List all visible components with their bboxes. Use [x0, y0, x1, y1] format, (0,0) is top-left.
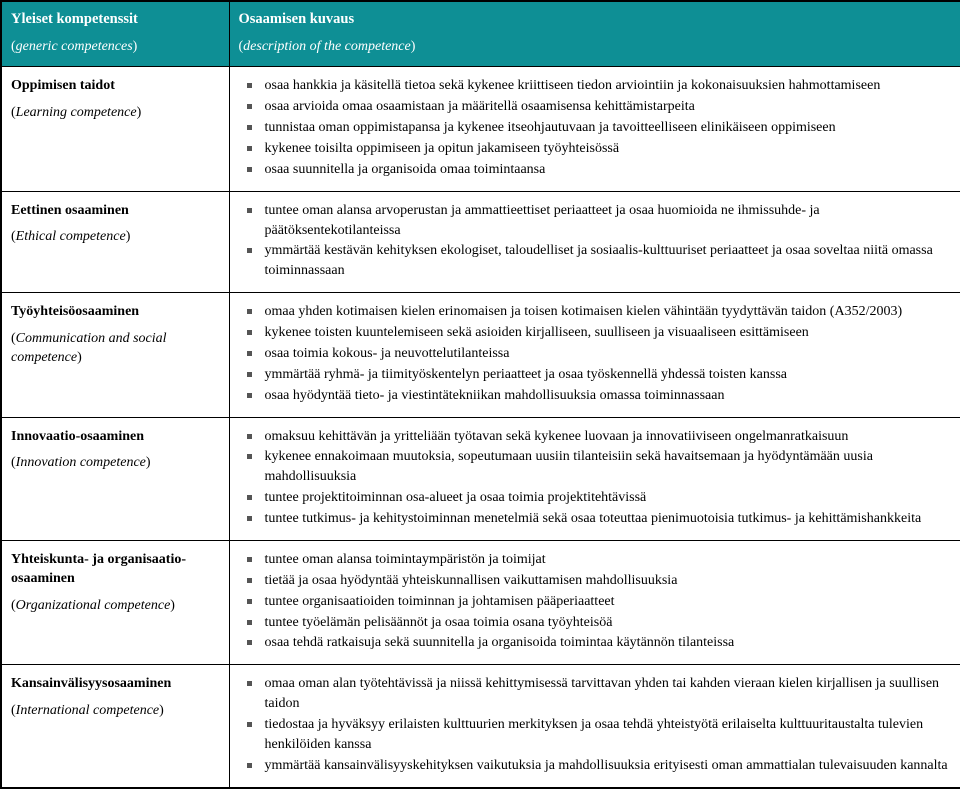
paren-close: )	[410, 39, 416, 55]
competence-description-cell	[229, 191, 960, 293]
competence-description-cell	[229, 293, 960, 417]
list-item: ymmärtää kansainvälisyyskehityksen vaikutuksia ja mahdollisuuksia erityisesti oman ammattialan tulevaisuuden kannalta	[239, 756, 952, 776]
competence-name-cell	[1, 540, 229, 664]
list-item: omaa oman alan työtehtävissä ja niissä kehittymisessä tarvittavan yhden tai kahden vieraan kielen kirjallisen ja suullisen taidon	[239, 674, 952, 714]
list-item: tiedostaa ja hyväksyy erilaisten kulttuurien merkityksen ja osaa tehdä yhteistyötä erilaiselta kulttuuritaustalta tulevien henkilöiden kanssa	[239, 715, 952, 755]
description-list	[239, 201, 952, 282]
table-row	[1, 293, 960, 417]
competence-name-en	[11, 701, 220, 720]
paren-open: (	[11, 330, 16, 346]
header-subtitle-description	[239, 37, 952, 57]
paren-open: (	[11, 229, 16, 244]
competence-name-en-italic: Communication and social competence	[11, 330, 167, 365]
competence-name-en	[11, 103, 220, 122]
table-row	[1, 191, 960, 293]
header-cell-competences	[1, 1, 229, 67]
paren-close: )	[132, 39, 138, 55]
paren-close: )	[159, 702, 164, 718]
competence-name-cell	[1, 67, 229, 191]
competence-name-en	[11, 453, 220, 472]
paren-open: (	[11, 39, 16, 55]
description-list	[239, 550, 952, 653]
list-item: ymmärtää ryhmä- ja tiimityöskentelyn periaatteet ja osaa työskennellä yhdessä toisten kanssa	[239, 365, 952, 385]
header-title-competences: Yleiset kompetenssit	[11, 11, 138, 27]
list-item: osaa toimia kokous- ja neuvottelutilanteissa	[239, 344, 952, 364]
description-list	[239, 427, 952, 529]
header-title-description: Osaamisen kuvaus	[238, 11, 355, 27]
description-list	[239, 76, 952, 179]
header-subtitle-competences	[11, 37, 220, 57]
paren-open: (	[11, 597, 16, 613]
table-header-row	[1, 1, 960, 67]
description-list	[239, 302, 952, 405]
list-item: kykenee toisilta oppimiseen ja opitun jakamiseen työyhteisössä	[239, 139, 952, 159]
list-item: kykenee toisten kuuntelemiseen sekä asioiden kirjalliseen, suulliseen ja visuaaliseen esittämiseen	[239, 323, 952, 343]
table-body	[1, 67, 960, 788]
competence-name-en-italic: Ethical competence	[15, 229, 126, 244]
list-item: osaa hyödyntää tieto- ja viestintätekniikan mahdollisuuksia omassa toiminnassaan	[239, 386, 952, 406]
competence-name-fi: Kansainvälisyysosaaminen	[11, 676, 172, 692]
list-item: tuntee organisaatioiden toiminnan ja johtamisen pääperiaatteet	[239, 592, 952, 612]
header-cell-description	[229, 1, 960, 67]
list-item: tuntee oman alansa arvoperustan ja ammattieettiset periaatteet ja osaa huomioida ne ihmissuhde- ja päätöksentekotilanteissa	[239, 201, 952, 241]
list-item: omaa yhden kotimaisen kielen erinomaisen ja toisen kotimaisen kielen vähintään tyydyttävän taidon (A352/2003)	[239, 302, 952, 322]
competence-name-fi: Työyhteisöosaaminen	[11, 304, 140, 320]
competence-name-en	[11, 329, 220, 368]
competence-name-fi: Innovaatio-osaaminen	[11, 428, 145, 444]
competence-name-en-italic: Innovation competence	[15, 454, 146, 470]
list-item: omaksuu kehittävän ja yritteliään työtavan sekä kykenee luovaan ja innovatiiviseen ongelmanratkaisuun	[239, 427, 952, 447]
list-item: tuntee oman alansa toimintaympäristön ja toimijat	[239, 550, 952, 570]
competence-name-cell	[1, 191, 229, 293]
list-item: tuntee työelämän pelisäännöt ja osaa toimia osana työyhteisöä	[239, 613, 952, 633]
paren-open: (	[11, 104, 16, 120]
table-row	[1, 417, 960, 540]
list-item: tuntee tutkimus- ja kehitystoiminnan menetelmiä sekä osaa toteuttaa pienimuotoisia tutkimus- ja kehittämishankkeita	[239, 509, 952, 529]
list-item: osaa tehdä ratkaisuja sekä suunnitella ja organisoida toimintaa käytännön tilanteissa	[239, 633, 952, 653]
header-subtitle-description-italic: description of the competence	[243, 39, 411, 55]
competence-name-fi: Eettinen osaaminen	[11, 202, 129, 218]
list-item: tunnistaa oman oppimistapansa ja kykenee itseohjautuvaan ja tavoitteelliseen elinikäiseen oppimiseen	[239, 118, 952, 138]
paren-open: (	[11, 454, 16, 470]
table-row	[1, 665, 960, 788]
competence-name-en-italic: Organizational competence	[15, 597, 171, 613]
list-item: osaa suunnitella ja organisoida omaa toimintaansa	[239, 160, 952, 180]
paren-close: )	[145, 454, 151, 470]
paren-close: )	[170, 597, 175, 613]
description-list	[239, 674, 952, 775]
table-header	[1, 1, 960, 67]
list-item: osaa hankkia ja käsitellä tietoa sekä kykenee kriittiseen tiedon arviointiin ja kokonaisuuksien hahmottamiseen	[239, 76, 952, 96]
table-row	[1, 67, 960, 191]
competence-name-fi: Yhteiskunta- ja organisaatio-osaaminen	[11, 551, 187, 587]
paren-open: (	[11, 702, 16, 718]
table-row	[1, 540, 960, 664]
paren-close: )	[125, 229, 131, 244]
competence-description-cell	[229, 665, 960, 788]
paren-close: )	[77, 349, 82, 365]
header-subtitle-competences-italic: generic competences	[15, 39, 133, 55]
paren-close: )	[136, 104, 142, 120]
paren-open: (	[238, 39, 244, 55]
list-item: ymmärtää kestävän kehityksen ekologiset, taloudelliset ja sosiaalis-kulttuuriset periaatteet ja osaa soveltaa niitä omassa toiminnassaan	[239, 241, 952, 281]
competence-description-cell	[229, 417, 960, 540]
competence-description-cell	[229, 540, 960, 664]
list-item: tietää ja osaa hyödyntää yhteiskunnallisen vaikuttamisen mahdollisuuksia	[239, 571, 952, 591]
competence-name-cell	[1, 293, 229, 417]
competence-name-cell	[1, 665, 229, 788]
list-item: tuntee projektitoiminnan osa-alueet ja osaa toimia projektitehtävissä	[239, 488, 952, 508]
competence-description-cell	[229, 67, 960, 191]
competence-name-en-italic: International competence	[15, 702, 160, 718]
competence-name-cell	[1, 417, 229, 540]
list-item: osaa arvioida omaa osaamistaan ja määritellä osaamisensa kehittämistarpeita	[239, 97, 952, 117]
competence-name-en	[11, 596, 220, 615]
competence-name-en-italic: Learning competence	[15, 104, 137, 120]
competence-name-fi: Oppimisen taidot	[11, 78, 115, 94]
competence-name-en	[11, 227, 220, 246]
list-item: kykenee ennakoimaan muutoksia, sopeutumaan uusiin tilanteisiin sekä havaitsemaan ja hyödyntämään uusia mahdollisuuksia	[239, 447, 952, 487]
